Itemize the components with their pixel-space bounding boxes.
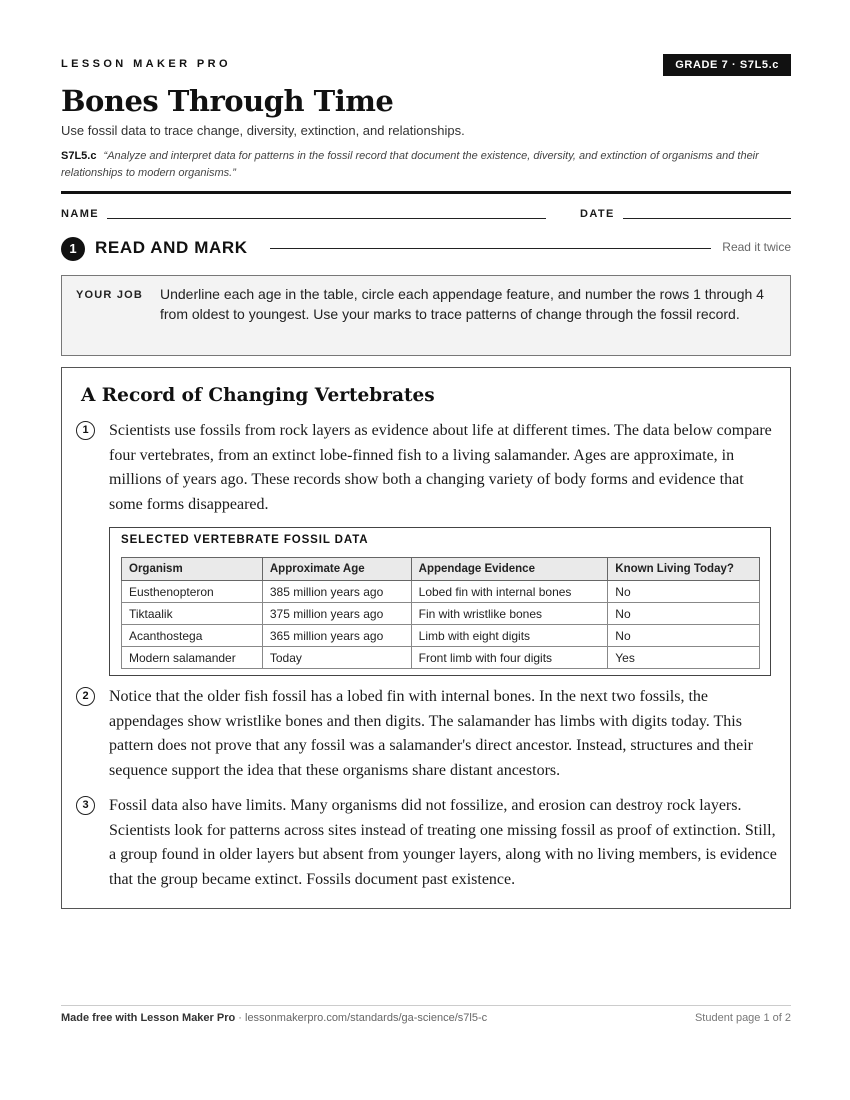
table-cell: 375 million years ago [262,603,411,625]
paragraph-number: 1 [76,421,95,440]
section-note: Read it twice [722,240,791,254]
date-field[interactable] [623,218,791,219]
job-box [61,275,791,356]
name-date-row [61,207,791,223]
footer-separator: · [235,1012,245,1024]
standard-text: “Analyze and interpret data for patterns in the fossil record that document the existence, diversity, and extinction of organisms and their relationships to modern organisms.” [61,150,759,179]
grade-badge: GRADE 7 · S7L5.c [663,54,791,76]
fossil-data-table [121,557,760,669]
paragraph-text: Notice that the older fish fossil has a lobed fin with internal bones. In the next two fossils, the appendages show wristlike bones and then digits. The salamander has limbs with digits today. This pattern does not prove that any fossil was a salamander's direct ancestor. Instead, structures and their sequence support the idea that these organisms share distant ancestors. [109,688,754,779]
table-cell: No [608,625,760,647]
table-row [122,581,760,603]
table-cell: Modern salamander [122,647,263,669]
reading-passage [61,367,791,909]
table-row [122,625,760,647]
footer-url[interactable]: lessonmakerpro.com/standards/ga-science/s7l5-c [245,1012,488,1024]
table-cell: 365 million years ago [262,625,411,647]
paragraph-text: Scientists use fossils from rock layers as evidence about life at different times. The data below compare four vertebrates, from an extinct lobe-finned fish to a living salamander. Ages are approximate, in millions of years ago. These records show both a changing variety of body forms and evidence that some forms disappeared. [109,422,772,513]
table-title: SELECTED VERTEBRATE FOSSIL DATA [121,534,369,546]
date-label: DATE [580,208,615,220]
column-header: Organism [122,558,263,581]
worksheet-page [61,0,791,1100]
table-row [122,603,760,625]
column-header: Known Living Today? [608,558,760,581]
table-cell: 385 million years ago [262,581,411,603]
brand-name: LESSON MAKER PRO [61,58,231,70]
name-field[interactable] [107,218,546,219]
table-cell: Lobed fin with internal bones [411,581,608,603]
standard-statement [61,148,791,182]
paragraph-number: 2 [76,687,95,706]
column-header: Appendage Evidence [411,558,608,581]
table-cell: Today [262,647,411,669]
section-header [61,236,791,260]
table-cell: Fin with wristlike bones [411,603,608,625]
page-indicator: Student page 1 of 2 [694,1012,791,1024]
fossil-data-box [109,527,771,676]
table-row [122,647,760,669]
table-cell: Tiktaalik [122,603,263,625]
footer-brand: Made free with Lesson Maker Pro [61,1012,236,1024]
section-number: 1 [61,237,85,261]
table-cell: Eusthenopteron [122,581,263,603]
job-text: Underline each age in the table, circle each appendage feature, and number the rows 1 through 4 from oldest to youngest. Use your marks to trace patterns of change through the fossil record. [160,286,764,322]
table-cell: No [608,581,760,603]
page-title: Bones Through Time [61,84,394,118]
standard-code: S7L5.c [61,150,97,162]
table-cell: No [608,603,760,625]
column-header: Approximate Age [262,558,411,581]
section-rule [270,248,711,249]
paragraph-text: Fossil data also have limits. Many organisms did not fossilize, and erosion can destroy rock layers. Scientists look for patterns across sites instead of treating one missing fossil as proof of extinction. Still, a group found in older layers but absent from younger layers, along with no living members, is evidence that the group became extinct. Fossils document past existence. [109,797,777,888]
table-cell: Acanthostega [122,625,263,647]
footer-divider [61,1005,791,1006]
section-title: READ AND MARK [95,238,248,257]
page-subtitle: Use fossil data to trace change, diversity, extinction, and relationships. [61,123,465,138]
header-divider [61,191,791,194]
paragraph-number: 3 [76,796,95,815]
table-header-row [122,558,760,581]
footer-credit [61,1012,487,1024]
reading-title: A Record of Changing Vertebrates [81,385,435,406]
name-label: NAME [61,208,99,220]
table-cell: Limb with eight digits [411,625,608,647]
top-row [61,54,791,78]
table-cell: Front limb with four digits [411,647,608,669]
job-label: YOUR JOB [76,289,144,301]
table-cell: Yes [608,647,760,669]
